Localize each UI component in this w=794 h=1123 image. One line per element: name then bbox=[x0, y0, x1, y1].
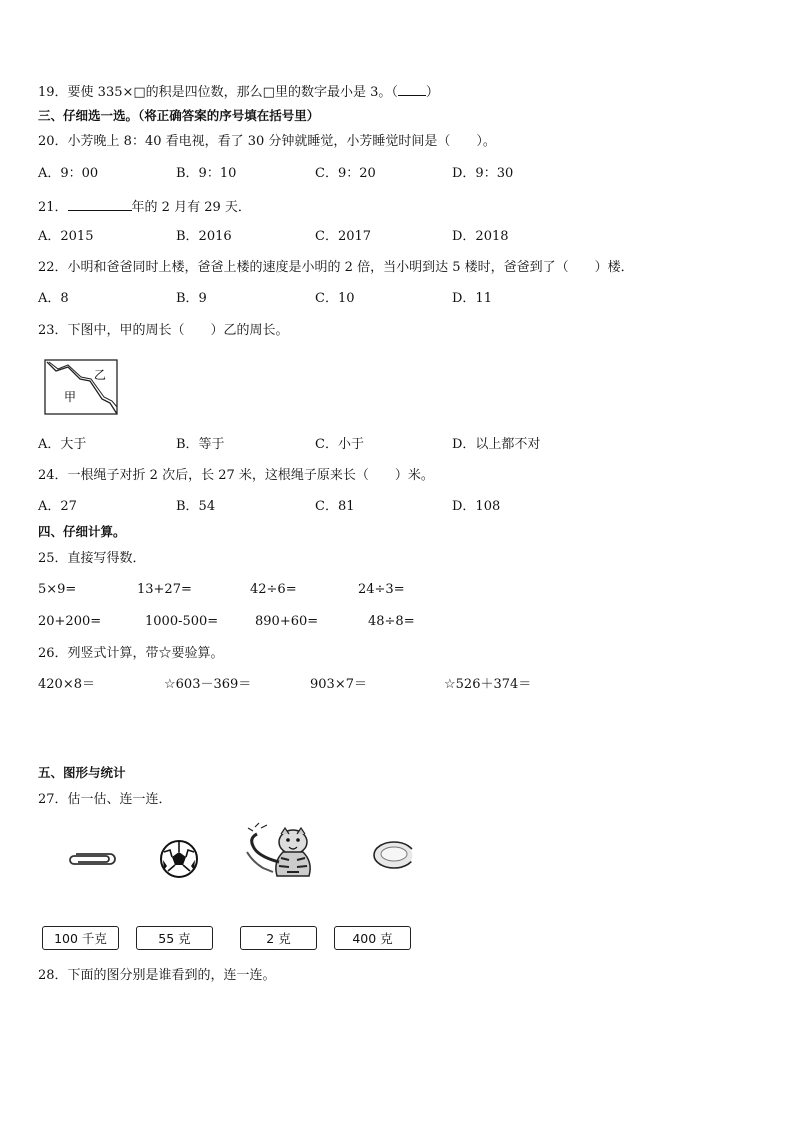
option-a: A．8 bbox=[38, 291, 69, 306]
tiger-icon bbox=[243, 822, 321, 880]
option-c: C．小于 bbox=[315, 437, 364, 452]
option-c: C．81 bbox=[315, 499, 355, 514]
option-a: A．2015 bbox=[38, 229, 94, 244]
question-25: 25．直接写得数． bbox=[38, 551, 146, 566]
question-22: 22．小明和爸爸同时上楼，爸爸上楼的速度是小明的 2 倍，当小明到达 5 楼时，爸爸到了（ ）楼． bbox=[38, 260, 634, 275]
option-a: A．9：00 bbox=[38, 166, 99, 181]
answer-blank[interactable] bbox=[68, 198, 132, 211]
vertical-calc-item: 903×7＝ bbox=[310, 677, 367, 692]
section-5-heading: 五、图形与统计 bbox=[38, 765, 126, 780]
option-d: D．以上都不对 bbox=[452, 437, 541, 452]
region-label-a: 甲 bbox=[64, 390, 77, 404]
weight-option-2g[interactable]: 2 克 bbox=[240, 926, 317, 950]
option-d: D．11 bbox=[452, 291, 492, 306]
option-c: C．10 bbox=[315, 291, 355, 306]
soccer-ball-icon bbox=[158, 838, 200, 880]
calc-item: 48÷8= bbox=[368, 614, 415, 629]
calc-item: 42÷6= bbox=[250, 582, 297, 597]
calc-item: 13+27= bbox=[137, 582, 192, 597]
option-b: B．等于 bbox=[176, 437, 225, 452]
weight-option-100kg[interactable]: 100 千克 bbox=[42, 926, 119, 950]
option-c: C．2017 bbox=[315, 229, 372, 244]
answer-blank[interactable] bbox=[398, 83, 426, 96]
option-d: D．2018 bbox=[452, 229, 509, 244]
option-b: B．9 bbox=[176, 291, 207, 306]
option-a: A．27 bbox=[38, 499, 77, 514]
question-19: 19．要使 335×□的积是四位数，那么□里的数字最小是 3。（ ） bbox=[38, 85, 439, 100]
vertical-calc-item: 420×8＝ bbox=[38, 677, 95, 692]
perimeter-figure bbox=[44, 359, 119, 416]
calc-item: 24÷3= bbox=[358, 582, 405, 597]
option-a: A．大于 bbox=[38, 437, 87, 452]
option-d: D．9：30 bbox=[452, 166, 514, 181]
question-19-text: 19．要使 335×□的积是四位数，那么□里的数字最小是 3。（ bbox=[38, 85, 398, 100]
option-c: C．9：20 bbox=[315, 166, 376, 181]
calc-item: 20+200= bbox=[38, 614, 102, 629]
question-23: 23．下图中，甲的周长（ ）乙的周长。 bbox=[38, 323, 289, 338]
question-26: 26．列竖式计算，带☆要验算。 bbox=[38, 646, 224, 661]
vertical-calc-item: ☆526＋374＝ bbox=[444, 677, 532, 692]
question-24: 24．一根绳子对折 2 次后，长 27 米，这根绳子原来长（ ）米。 bbox=[38, 468, 434, 483]
section-4-heading: 四、仔细计算。 bbox=[38, 524, 126, 539]
calc-item: 5×9= bbox=[38, 582, 77, 597]
paper-clip-icon bbox=[68, 850, 116, 868]
option-b: B．54 bbox=[176, 499, 216, 514]
question-28: 28．下面的图分别是谁看到的，连一连。 bbox=[38, 968, 276, 983]
calc-item: 1000-500= bbox=[145, 614, 219, 629]
region-label-b: 乙 bbox=[94, 368, 107, 382]
option-d: D．108 bbox=[452, 499, 501, 514]
section-3-heading: 三、仔细选一选。（将正确答案的序号填在括号里） bbox=[38, 108, 320, 123]
option-b: B．2016 bbox=[176, 229, 232, 244]
plate-icon bbox=[372, 839, 418, 871]
calc-item: 890+60= bbox=[255, 614, 319, 629]
weight-option-400g[interactable]: 400 克 bbox=[334, 926, 411, 950]
weight-option-55g[interactable]: 55 克 bbox=[136, 926, 213, 950]
question-27: 27．估一估、连一连． bbox=[38, 792, 172, 807]
option-b: B．9：10 bbox=[176, 166, 237, 181]
question-21: 21． 年的 2 月有 29 天． bbox=[38, 200, 251, 215]
question-20: 20．小芳晚上 8：40 看电视，看了 30 分钟就睡觉，小芳睡觉时间是（ ）。 bbox=[38, 134, 496, 149]
vertical-calc-item: ☆603－369＝ bbox=[164, 677, 252, 692]
